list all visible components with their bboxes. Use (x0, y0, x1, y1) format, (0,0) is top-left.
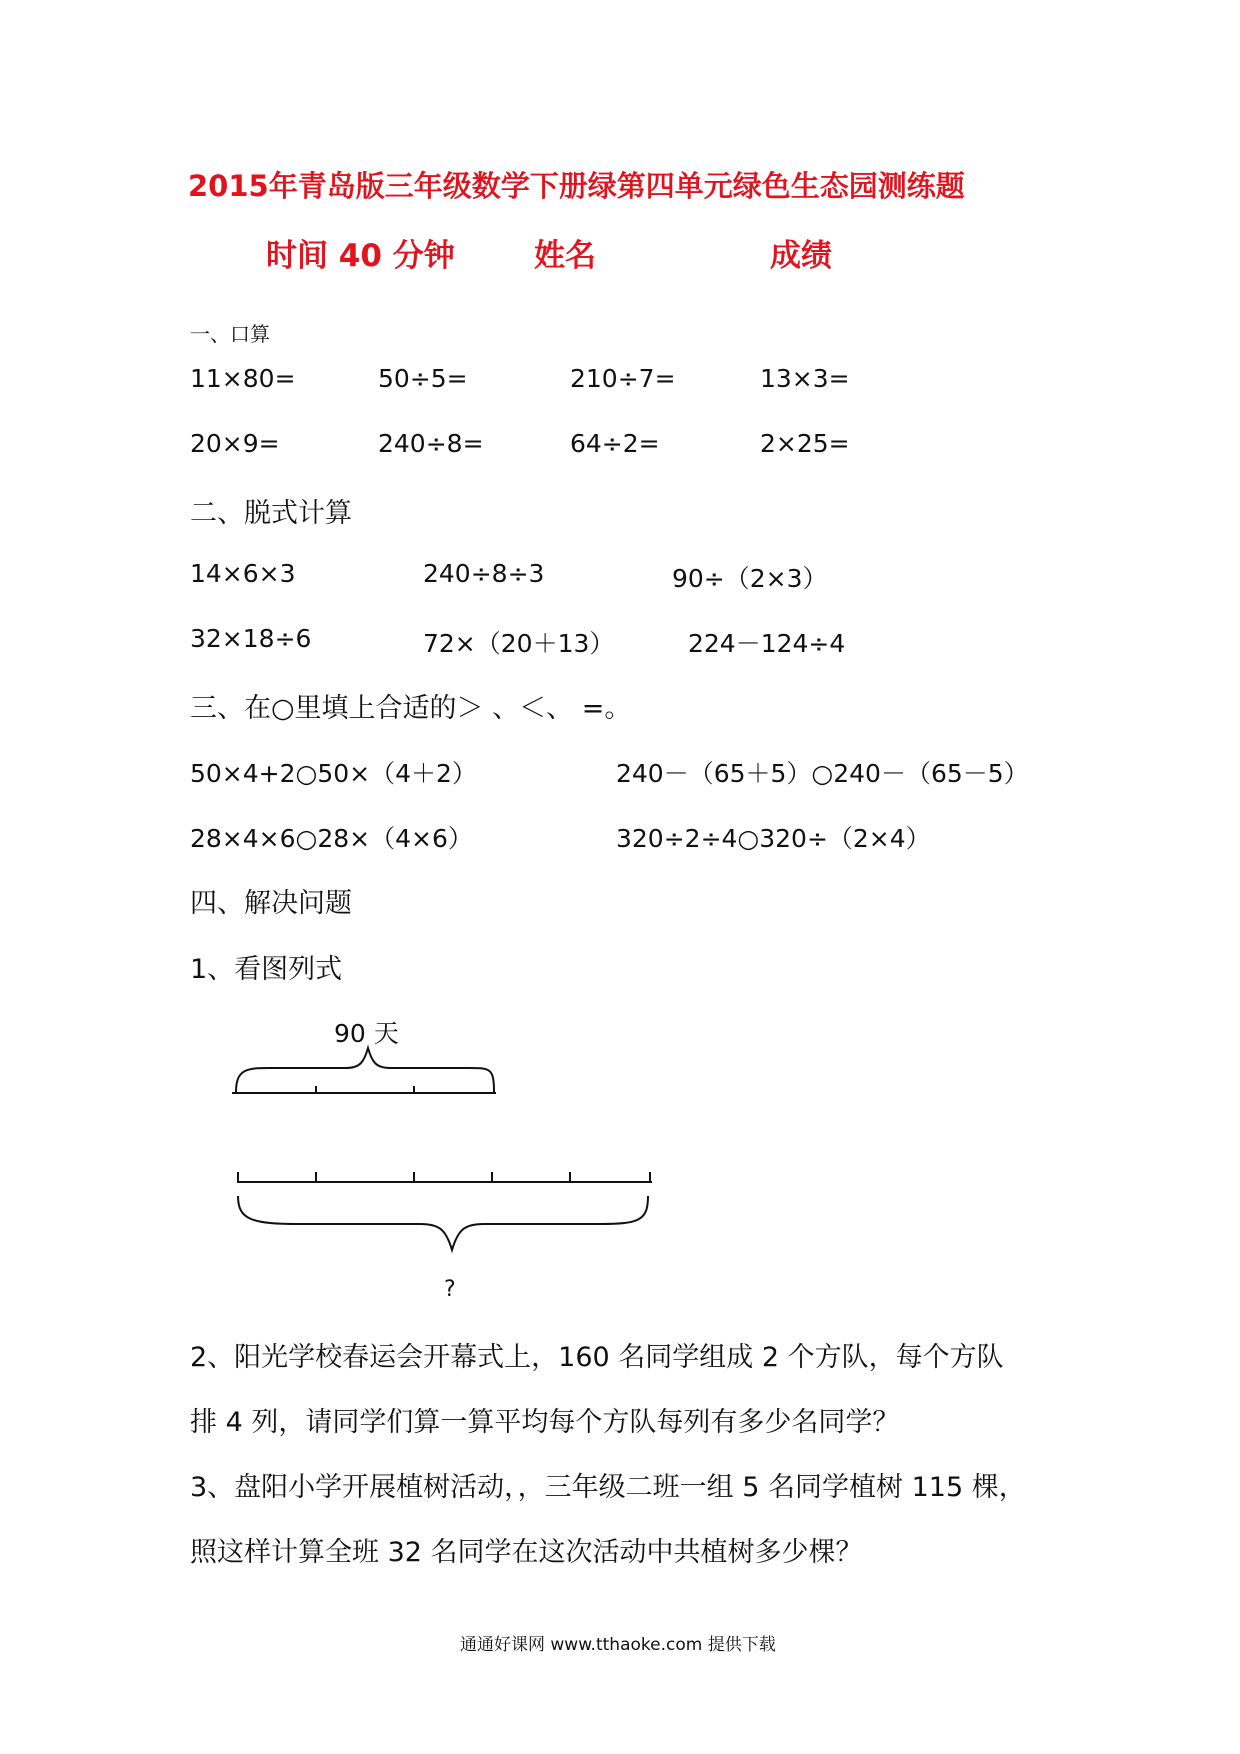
page-title: 2015年青岛版三年级数学下册绿第四单元绿色生态园测练题 (188, 169, 965, 203)
top-brace (236, 1048, 494, 1092)
question-2-line-2: 排 4 列，请同学们算一算平均每个方队每列有多少名同学？ (190, 1407, 900, 1438)
question-3-line-2: 照这样计算全班 32 名同学在这次活动中共植树多少棵？ (190, 1537, 863, 1568)
section4-heading: 四、解决问题 (190, 888, 352, 919)
name-label: 姓名 (534, 238, 596, 274)
score-label: 成绩 (770, 238, 832, 274)
section3-heading: 三、在○里填上合适的＞ 、＜、 =。 (190, 693, 632, 724)
oral-item: 64÷2= (570, 429, 660, 458)
compare-item: 240－（65＋5）○240－（65－5） (616, 759, 1029, 788)
bottom-brace (238, 1196, 648, 1250)
oral-item: 11×80= (190, 364, 296, 393)
calc-item: 90÷（2×3） (672, 564, 828, 593)
oral-item: 240÷8= (378, 429, 484, 458)
calc-item: 14×6×3 (190, 559, 296, 588)
compare-item: 28×4×6○28×（4×6） (190, 824, 473, 853)
calc-item: 32×18÷6 (190, 624, 312, 653)
question-1-label: 1、看图列式 (190, 954, 343, 985)
oral-item: 13×3= (760, 364, 850, 393)
question-3-line-1: 3、盘阳小学开展植树活动，，三年级二班一组 5 名同学植树 115 棵， (190, 1472, 1026, 1503)
calc-item: 72×（20＋13） (423, 629, 615, 658)
diagram-bottom-label: ? (444, 1277, 456, 1302)
oral-item: 210÷7= (570, 364, 676, 393)
oral-item: 50÷5= (378, 364, 468, 393)
question-2-line-1: 2、阳光学校春运会开幕式上，160 名同学组成 2 个方队，每个方队 (190, 1342, 1004, 1373)
calc-item: 240÷8÷3 (423, 559, 545, 588)
oral-item: 20×9= (190, 429, 280, 458)
compare-item: 320÷2÷4○320÷（2×4） (616, 824, 931, 853)
compare-item: 50×4+2○50×（4＋2） (190, 759, 477, 788)
calc-item: 224－124÷4 (688, 629, 846, 658)
diagram-top-label: 90 天 (334, 1019, 399, 1048)
section1-heading: 一、口算 (190, 322, 270, 346)
footer-text: 通通好课网 www.tthaoke.com 提供下载 (460, 1635, 776, 1655)
section2-heading: 二、脱式计算 (190, 498, 352, 529)
oral-item: 2×25= (760, 429, 850, 458)
time-label: 时间 40 分钟 (266, 238, 455, 274)
